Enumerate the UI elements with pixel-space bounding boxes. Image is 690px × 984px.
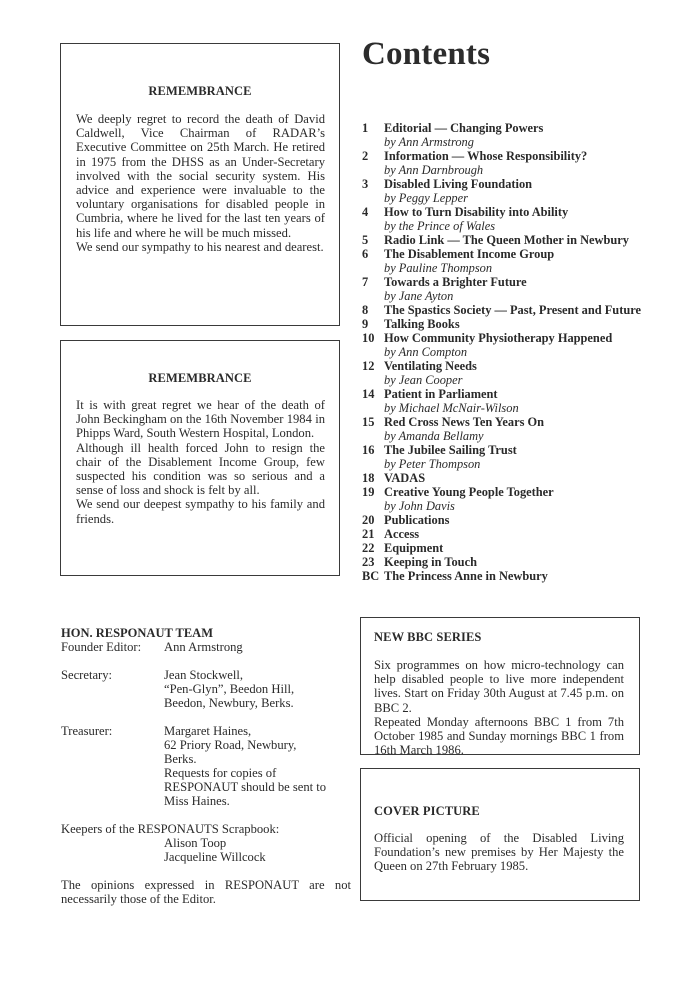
toc-title: VADAS <box>384 471 426 485</box>
toc-title: The Disablement Income Group <box>384 247 555 261</box>
toc-page-number: 4 <box>362 205 369 219</box>
secretary-line: Beedon, Newbury, Berks. <box>164 696 294 710</box>
toc-author: by Michael McNair-Wilson <box>384 401 519 415</box>
toc-entry <box>362 149 662 177</box>
responaut-team <box>61 626 351 906</box>
disclaimer: The opinions expressed in RESPONAUT are not necessarily those of the Editor. <box>61 878 351 906</box>
team-heading: HON. RESPONAUT TEAM <box>61 626 213 640</box>
toc-title: Patient in Parliament <box>384 387 498 401</box>
toc-entry <box>362 555 662 569</box>
toc-page-number: 6 <box>362 247 369 261</box>
toc-author: by Jane Ayton <box>384 289 454 303</box>
bbc-series-title: NEW BBC SERIES <box>374 630 482 644</box>
toc-page-number: 19 <box>362 485 375 499</box>
toc-entry <box>362 205 662 233</box>
remembrance-paragraph: Although ill health forced John to resign the chair of the Disablement Income Group, few suspected his condition was so serious and a sense of loss and shock is felt by all. <box>76 440 325 498</box>
toc-page-number: 22 <box>362 541 375 555</box>
toc-page-number: 9 <box>362 317 369 331</box>
cover-picture-body <box>374 831 624 874</box>
toc-page-number: 10 <box>362 331 375 345</box>
toc-author: by Pauline Thompson <box>384 261 493 275</box>
toc-entry <box>362 233 662 247</box>
toc-title: Disabled Living Foundation <box>384 177 533 191</box>
remembrance-box-beckingham <box>60 340 340 576</box>
treasurer-line: Miss Haines. <box>164 794 230 808</box>
toc-entry <box>362 247 662 275</box>
treasurer-value <box>164 724 351 808</box>
toc-entry <box>362 317 662 331</box>
bbc-series-body <box>374 658 624 757</box>
secretary-line: “Pen-Glyn”, Beedon Hill, <box>164 682 295 696</box>
toc-entry <box>362 275 662 303</box>
toc-author: by Jean Cooper <box>384 373 463 387</box>
cover-picture-box <box>360 768 640 901</box>
toc-title: Red Cross News Ten Years On <box>384 415 545 429</box>
keepers-line: Jacqueline Willcock <box>164 850 266 864</box>
toc-entry <box>362 331 662 359</box>
toc-page-number: 5 <box>362 233 369 247</box>
toc-page-number: 21 <box>362 527 375 541</box>
secretary-row <box>61 668 351 710</box>
bbc-paragraph: Six programmes on how micro-technology can help disabled people to live more independent lives. Start on Friday 30th August at 7.45 p.m. on BBC 2. <box>374 658 624 715</box>
keepers-line: Alison Toop <box>164 836 227 850</box>
founder-value: Ann Armstrong <box>164 640 243 654</box>
toc-author: by Ann Compton <box>384 345 468 359</box>
toc-entry <box>362 471 662 485</box>
toc-author: by Ann Armstrong <box>384 135 474 149</box>
cover-picture-title: COVER PICTURE <box>374 804 480 818</box>
remembrance-paragraph: We deeply regret to record the death of David Caldwell, Vice Chairman of RADAR’s Executive Committee on 25th March. He retired in 1975 from the DHSS as an Under-Secretary involved with the social security system. His advice and experience were invaluable to the voluntary organisations for disabled people in Cumbria, where he lived for the last ten years of his life and where he will be much missed. <box>76 112 325 240</box>
toc-entry <box>362 527 662 541</box>
remembrance-box-caldwell <box>60 43 340 326</box>
toc-page-number: 8 <box>362 303 369 317</box>
toc-page-number: 14 <box>362 387 375 401</box>
toc-page-number: BC <box>362 569 380 583</box>
treasurer-line: Margaret Haines, <box>164 724 252 738</box>
toc-title: Information — Whose Responsibility? <box>384 149 588 163</box>
cover-paragraph: Official opening of the Disabled Living Foundation’s new premises by Her Majesty the Queen on 27th February 1985. <box>374 831 624 874</box>
secretary-line: Jean Stockwell, <box>164 668 244 682</box>
toc-author: by Ann Darnbrough <box>384 163 484 177</box>
founder-label: Founder Editor: <box>61 640 142 654</box>
toc-title: Ventilating Needs <box>384 359 477 373</box>
toc-title: Creative Young People Together <box>384 485 554 499</box>
toc-entry <box>362 387 662 415</box>
toc-entry <box>362 177 662 205</box>
toc-title: Keeping in Touch <box>384 555 477 569</box>
remembrance-title: REMEMBRANCE <box>148 371 252 385</box>
toc-title: How to Turn Disability into Ability <box>384 205 569 219</box>
bbc-paragraph: Repeated Monday afternoons BBC 1 from 7th October 1985 and Sunday mornings BBC 1 from 16th March 1986. <box>374 714 624 758</box>
keepers-label: Keepers of the RESPONAUTS Scrapbook: <box>61 822 280 836</box>
toc-page-number: 1 <box>362 121 369 135</box>
toc-title: Equipment <box>384 541 444 555</box>
toc-title: Towards a Brighter Future <box>384 275 527 289</box>
toc-title: The Spastics Society — Past, Present and Future <box>384 303 641 317</box>
toc-entry <box>362 303 662 317</box>
treasurer-line: 62 Priory Road, Newbury, <box>164 738 297 752</box>
toc-author: by John Davis <box>384 499 455 513</box>
toc-author: by the Prince of Wales <box>384 219 496 233</box>
toc-title: Talking Books <box>384 317 460 331</box>
toc-page-number: 15 <box>362 415 375 429</box>
toc-title: Editorial — Changing Powers <box>384 121 544 135</box>
toc-entry <box>362 485 662 513</box>
treasurer-row <box>61 724 351 808</box>
toc-title: Radio Link — The Queen Mother in Newbury <box>384 233 629 247</box>
toc-page-number: 2 <box>362 149 369 163</box>
toc-title: The Princess Anne in Newbury <box>384 569 548 583</box>
toc-page-number: 20 <box>362 513 375 527</box>
toc-page-number: 3 <box>362 177 369 191</box>
treasurer-line: Requests for copies of <box>164 766 277 780</box>
remembrance-paragraph: It is with great regret we hear of the death of John Beckingham on the 16th November 1984 in Phipps Ward, South Western Hospital, London. <box>76 398 325 441</box>
table-of-contents <box>362 121 662 583</box>
toc-entry <box>362 415 662 443</box>
toc-page-number: 16 <box>362 443 375 457</box>
toc-title: Publications <box>384 513 450 527</box>
toc-entry <box>362 443 662 471</box>
toc-entry <box>362 569 662 583</box>
toc-entry <box>362 541 662 555</box>
toc-page-number: 18 <box>362 471 375 485</box>
remembrance-title: REMEMBRANCE <box>148 84 252 98</box>
toc-author: by Peter Thompson <box>384 457 481 471</box>
toc-author: by Amanda Bellamy <box>384 429 484 443</box>
secretary-value <box>164 668 351 710</box>
founder-editor-row <box>61 640 351 654</box>
toc-entry <box>362 513 662 527</box>
bbc-series-box <box>360 617 640 758</box>
toc-entry <box>362 121 662 149</box>
treasurer-label: Treasurer: <box>61 724 113 738</box>
toc-page-number: 7 <box>362 275 369 289</box>
contents-heading: Contents <box>362 36 491 72</box>
toc-title: Access <box>384 527 420 541</box>
remembrance-body <box>76 112 325 254</box>
treasurer-line: Berks. <box>164 752 197 766</box>
remembrance-paragraph: We send our deepest sympathy to his family and friends. <box>76 497 325 526</box>
toc-page-number: 23 <box>362 555 375 569</box>
toc-entry <box>362 359 662 387</box>
toc-author: by Peggy Lepper <box>384 191 468 205</box>
remembrance-body <box>76 398 325 526</box>
toc-title: The Jubilee Sailing Trust <box>384 443 517 457</box>
toc-page-number: 12 <box>362 359 375 373</box>
remembrance-paragraph: We send our sympathy to his nearest and dearest. <box>76 239 324 254</box>
secretary-label: Secretary: <box>61 668 113 682</box>
toc-title: How Community Physiotherapy Happened <box>384 331 613 345</box>
treasurer-line: RESPONAUT should be sent to <box>164 780 327 794</box>
